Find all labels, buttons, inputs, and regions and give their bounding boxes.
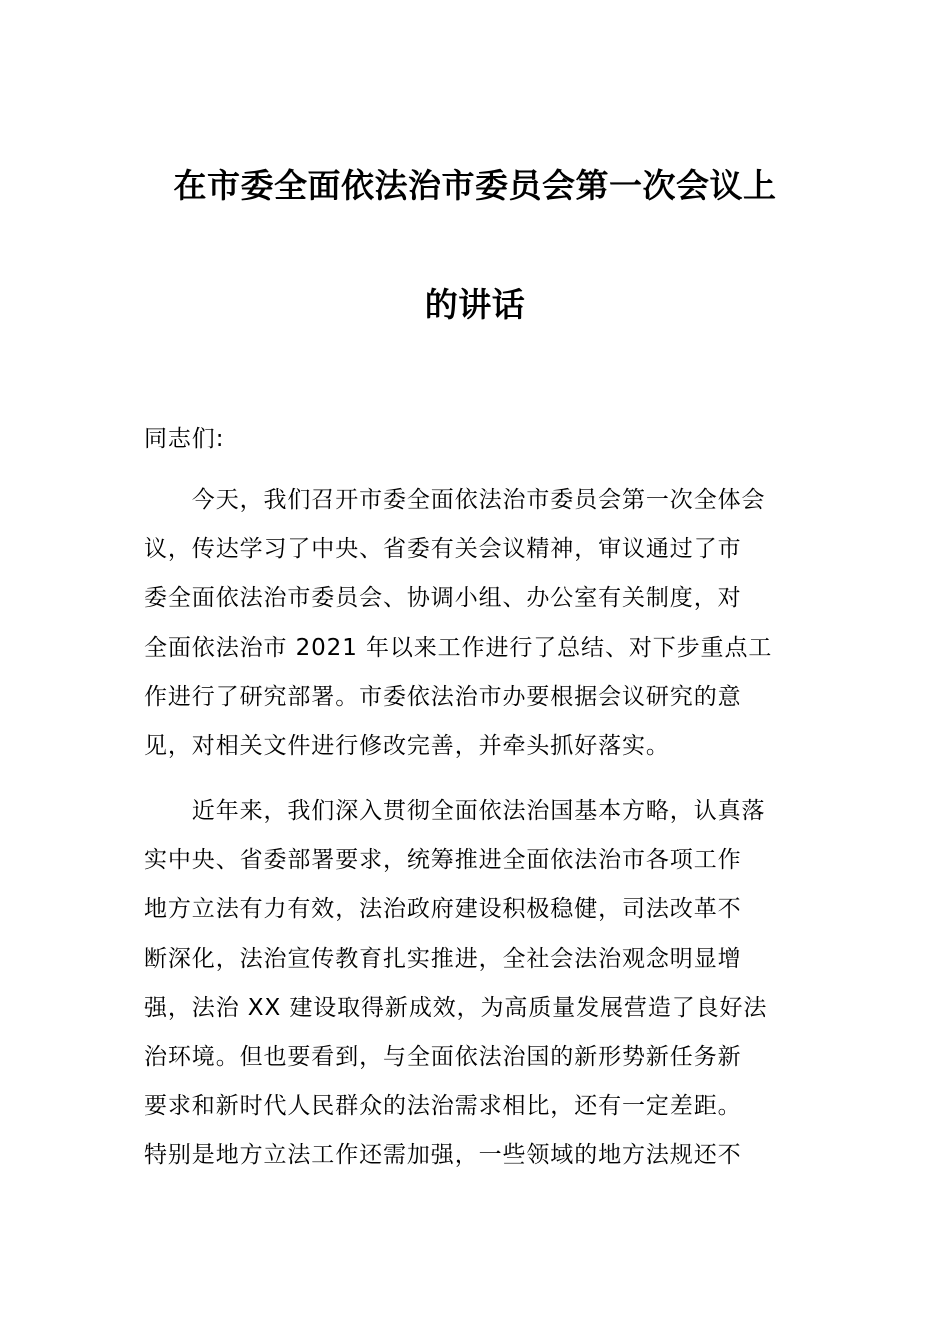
- paragraph-line: 今天，我们召开市委全面依法治市委员会第一次全体会: [144, 487, 766, 513]
- paragraph-line: 委全面依法治市委员会、协调小组、办公室有关制度，对: [144, 585, 742, 612]
- paragraph-line: 治环境。但也要看到，与全面依法治国的新形势新任务新: [144, 1043, 742, 1070]
- paragraph-line: 实中央、省委部署要求，统筹推进全面依法治市各项工作: [144, 847, 742, 874]
- document-title-line-2: 的讲话: [424, 285, 526, 324]
- paragraph-line: 特别是地方立法工作还需加强，一些领域的地方法规还不: [144, 1142, 742, 1169]
- paragraph-line: 要求和新时代人民群众的法治需求相比，还有一定差距。: [144, 1093, 742, 1120]
- paragraph-line: 见，对相关文件进行修改完善，并牵头抓好落实。: [144, 732, 670, 759]
- paragraph-line: 近年来，我们深入贯彻全面依法治国基本方略，认真落: [144, 798, 766, 824]
- paragraph-1: [144, 476, 806, 771]
- paragraph-line: 地方立法有力有效，法治政府建设积极稳健，司法改革不: [144, 896, 742, 923]
- paragraph-2: [144, 787, 806, 1181]
- paragraph-line: 强，法治 XX 建设取得新成效，为高质量发展营造了良好法: [144, 994, 768, 1021]
- paragraph-line: 作进行了研究部署。市委依法治市办要根据会议研究的意: [144, 683, 742, 710]
- paragraph-line: 全面依法治市 2021 年以来工作进行了总结、对下步重点工: [144, 634, 773, 661]
- paragraph-line: 断深化，法治宣传教育扎实推进，全社会法治观念明显增: [144, 945, 742, 972]
- document-title-line-1: 在市委全面依法治市委员会第一次会议上: [173, 166, 777, 205]
- salutation: 同志们:: [144, 426, 225, 452]
- paragraph-line: 议，传达学习了中央、省委有关会议精神，审议通过了市: [144, 536, 742, 563]
